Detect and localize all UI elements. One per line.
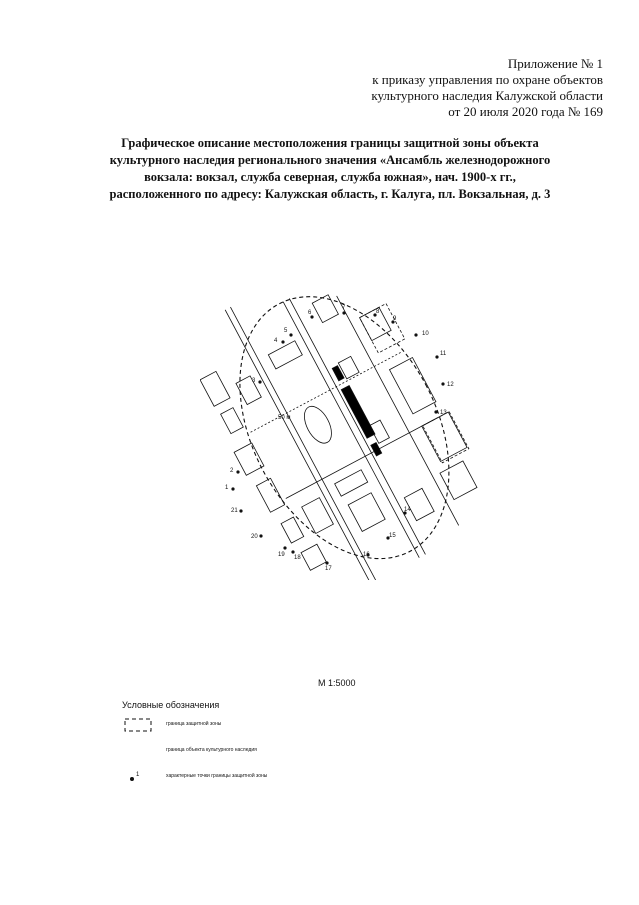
legend-item bbox=[122, 718, 422, 744]
distance-label: 50 м bbox=[278, 415, 291, 421]
point-label: 4 bbox=[274, 338, 278, 344]
point-label: 3 bbox=[252, 378, 256, 384]
document-header bbox=[283, 56, 603, 120]
point-marker-label: 1 bbox=[136, 772, 140, 778]
point-label: 11 bbox=[440, 351, 447, 357]
map-base bbox=[200, 280, 480, 580]
legend-item-text: граница объекта культурного наследия bbox=[166, 747, 257, 753]
point-label: 19 bbox=[278, 552, 285, 558]
point-marker-icon bbox=[124, 770, 152, 784]
point-label: 9 bbox=[393, 316, 397, 322]
point-label: 2 bbox=[230, 468, 234, 474]
point-label: 16 bbox=[363, 552, 370, 558]
title-line: Графическое описание местоположения границы защитной зоны объекта bbox=[121, 136, 539, 150]
legend-title: Условные обозначения bbox=[122, 700, 220, 710]
map-scale: М 1:5000 bbox=[318, 678, 356, 688]
point-label: 8 bbox=[376, 309, 380, 315]
point-label: 17 bbox=[325, 566, 332, 572]
legend-item bbox=[122, 770, 422, 796]
point-label: 13 bbox=[440, 410, 447, 416]
site-plan-map bbox=[200, 280, 480, 580]
point-label: 7 bbox=[342, 305, 346, 311]
point-label: 12 bbox=[447, 382, 454, 388]
point-label: 21 bbox=[231, 508, 238, 514]
point-label: 1 bbox=[225, 485, 229, 491]
legend-item bbox=[122, 744, 422, 770]
point-label: 5 bbox=[284, 328, 288, 334]
order-date: от 20 июля 2020 года № 169 bbox=[448, 104, 603, 119]
document-title bbox=[60, 135, 600, 203]
dashed-boundary-icon bbox=[124, 718, 152, 732]
appendix-number: Приложение № 1 bbox=[507, 56, 603, 71]
point-label: 18 bbox=[294, 555, 301, 561]
title-line: расположенного по адресу: Калужская область, г. Калуга, пл. Вокзальная, д. 3 bbox=[109, 187, 551, 201]
boundary-points bbox=[225, 305, 454, 572]
point-label: 15 bbox=[389, 533, 396, 539]
site-plan-drawing bbox=[200, 280, 480, 580]
point-label: 6 bbox=[308, 310, 312, 316]
order-reference: к приказу управления по охране объектов bbox=[372, 72, 603, 87]
legend-item-text: характерные точки границы защитной зоны bbox=[166, 773, 268, 779]
legend bbox=[122, 700, 422, 796]
point-label: 14 bbox=[404, 507, 411, 513]
legend-item-text: граница защитной зоны bbox=[166, 721, 222, 727]
point-label: 20 bbox=[251, 534, 258, 540]
point-label: 10 bbox=[422, 331, 429, 337]
protection-zone-boundary bbox=[200, 280, 480, 580]
title-line: культурного наследия регионального значения «Ансамбль железнодорожного bbox=[109, 153, 551, 167]
title-line: вокзала: вокзал, служба северная, служба южная», нач. 1900-х гг., bbox=[144, 170, 516, 184]
order-authority: культурного наследия Калужской области bbox=[371, 88, 603, 103]
